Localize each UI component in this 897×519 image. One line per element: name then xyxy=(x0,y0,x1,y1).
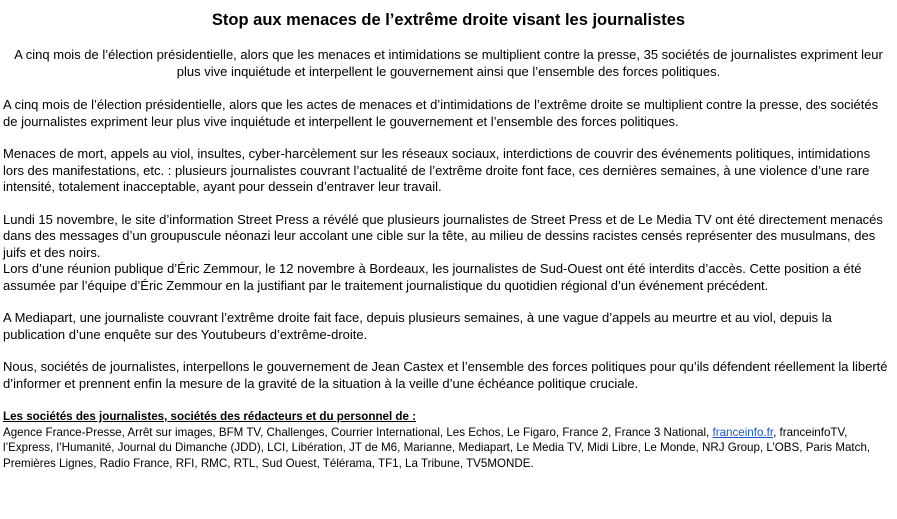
signers-list xyxy=(3,425,894,472)
signers-list-part-2: , franceinfoTV, l’Express, l’Humanité, Journal du Dimanche (JDD), LCI, Libération, JT de M6, Marianne, Mediapart, Le Media TV, Midi Libre, Le Monde, NRJ Group, L’OBS, Paris Match, Premières Lignes, Radio France, RFI, RMC, RTL, Sud Ouest, Télérama, TF1, La Tribune, TV5MONDE. xyxy=(3,425,871,470)
signers-heading: Les sociétés des journalistes, sociétés des rédacteurs et du personnel de : xyxy=(3,410,417,423)
paragraph-mediapart: A Mediapart, une journaliste couvrant l’extrême droite fait face, depuis plusieurs semaines, à une vague d’appels au meurtre et au viol, depuis la publication d’une enquête sur des Youtubeurs d’extrême-droite. xyxy=(3,310,832,342)
paragraph-threats: Menaces de mort, appels au viol, insultes, cyber-harcèlement sur les réseaux sociaux, interdictions de couvrir des événements politiques, intimidations lors des manifestations, etc. : plusieurs journalistes couvrant l’actualité de l’extrême droite font face, ces dernières semaines, à une violence d’une rare intensité, totalement inacceptable, ayant pour dessein d’entraver leur travail. xyxy=(3,146,871,194)
paragraph-call: Nous, sociétés de journalistes, interpellons le gouvernement de Jean Castex et l’ensemble des forces politiques pour qu’ils défendent réellement la liberté d’informer et prennent enfin la mesure de la gravité de la situation à la veille d’une échéance politique cruciale. xyxy=(3,359,888,391)
franceinfo-link[interactable]: franceinfo.fr xyxy=(712,425,774,439)
signers-block xyxy=(3,409,894,471)
article-body xyxy=(3,97,894,392)
signers-list-part-1: Agence France-Presse, Arrêt sur images, BFM TV, Challenges, Courrier International, Les Echos, Le Figaro, France 2, France 3 National, xyxy=(3,425,713,439)
paragraph-sud-ouest: Lors d’une réunion publique d’Éric Zemmour, le 12 novembre à Bordeaux, les journalistes de Sud-Ouest ont été interdits d’accès. Cette position a été assumée par l’équipe d’Éric Zemmour en la justifiant par le traitement journalistique du quotidien régional d’un événement précédent. xyxy=(3,261,862,293)
paragraph-intro: A cinq mois de l’élection présidentielle, alors que les actes de menaces et d’intimidations de l’extrême droite se multiplient contre la presse, des sociétés de journalistes expriment leur plus vive inquiétude et interpellent le gouvernement et l’ensemble des forces politiques. xyxy=(3,97,879,129)
paragraph-street-press: Lundi 15 novembre, le site d’information Street Press a révélé que plusieurs journalistes de Street Press et de Le Media TV ont été directement menacés dans des messages d’un groupuscule néonazi leur accolant une cible sur la tête, au milieu de dessins racistes censés représenter des musulmans, des juifs et des noirs. xyxy=(3,211,883,260)
article-title: Stop aux menaces de l’extrême droite visant les journalistes xyxy=(211,11,686,29)
article-lead: A cinq mois de l’élection présidentielle, alors que les menaces et intimidations se multiplient contre la presse, 35 sociétés de journalistes expriment leur plus vive inquiétude et interpellent le gouvernement ainsi que l’ensemble des forces politiques. xyxy=(14,47,883,79)
